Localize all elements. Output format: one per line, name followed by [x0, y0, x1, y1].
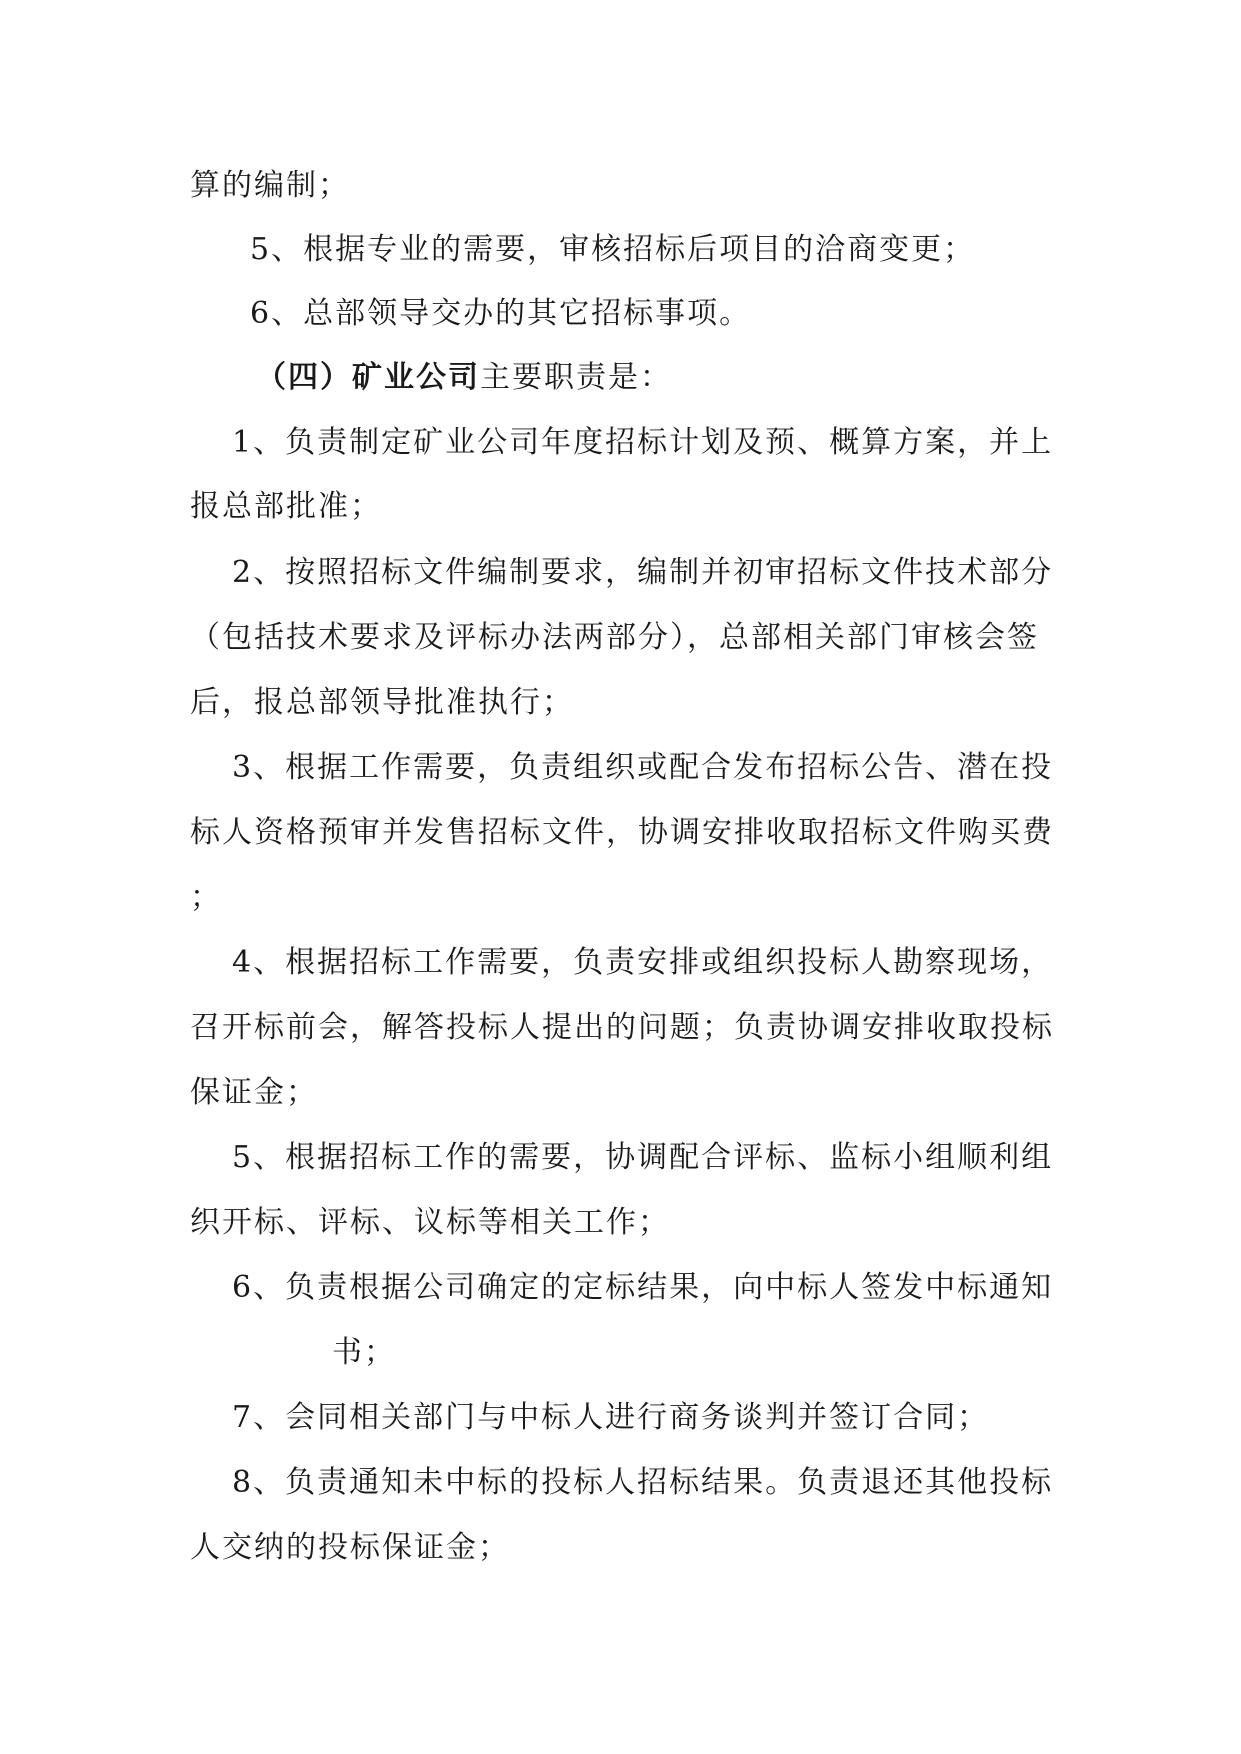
- text-line: 织开标、评标、议标等相关工作；: [190, 1205, 670, 1240]
- text-line: 人交纳的投标保证金；: [190, 1530, 510, 1565]
- text-line: 召开标前会，解答投标人提出的问题；负责协调安排收取投标: [190, 1010, 1054, 1045]
- section-heading-line: [256, 358, 672, 398]
- list-item-3: 3、根据工作需要，负责组织或配合发布招标公告、潜在投: [232, 750, 1054, 785]
- section-heading: （四）矿业公司: [256, 360, 480, 395]
- list-item-4: 4、根据招标工作需要，负责安排或组织投标人勘察现场，: [232, 945, 1054, 980]
- text-line: 书；: [332, 1335, 396, 1370]
- text-line: 报总部批准；: [190, 489, 382, 524]
- list-item-6: 6、总部领导交办的其它招标事项。: [250, 296, 752, 331]
- list-item-8: 8、负责通知未中标的投标人招标结果。负责退还其他投标: [232, 1465, 1054, 1500]
- list-item-2: 2、按照招标文件编制要求，编制并初审招标文件技术部分: [232, 555, 1054, 590]
- list-item-7: 7、会同相关部门与中标人进行商务谈判并签订合同；: [232, 1400, 990, 1435]
- section-heading-suffix: 主要职责是：: [480, 360, 672, 395]
- text-line: （包括技术要求及评标办法两部分），总部相关部门审核会签: [190, 620, 1039, 655]
- list-item-6b: 6、负责根据公司确定的定标结果，向中标人签发中标通知: [232, 1270, 1054, 1305]
- list-item-5: 5、根据专业的需要，审核招标后项目的洽商变更；: [250, 232, 976, 267]
- text-line: ；: [190, 880, 222, 915]
- text-line: 保证金；: [190, 1075, 318, 1110]
- text-line: 后，报总部领导批准执行；: [190, 685, 574, 720]
- text-line: 算的编制；: [190, 168, 350, 203]
- list-item-5b: 5、根据招标工作的需要，协调配合评标、监标小组顺利组: [232, 1140, 1054, 1175]
- text-line: 标人资格预审并发售招标文件，协调安排收取招标文件购买费: [190, 815, 1054, 850]
- list-item-1: 1、负责制定矿业公司年度招标计划及预、概算方案，并上: [232, 425, 1054, 460]
